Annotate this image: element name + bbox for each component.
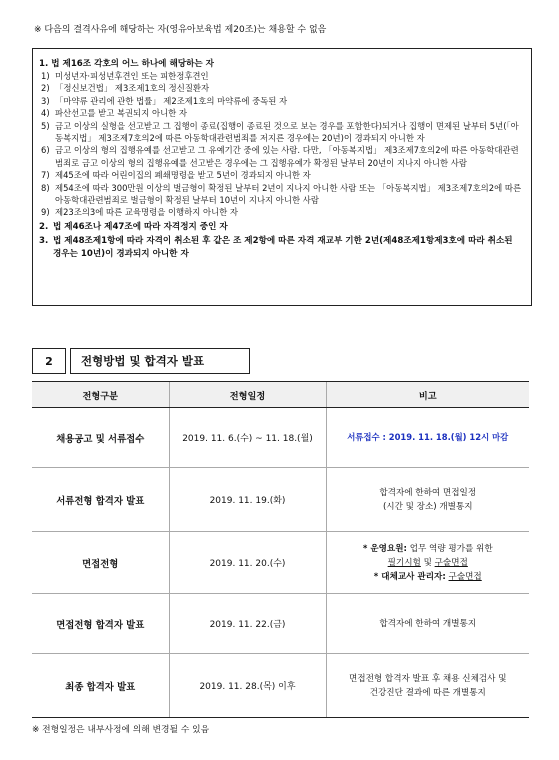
disqualification-heading-1: 1. 법 제16조 각호의 어느 하나에 해당하는 자 bbox=[39, 59, 214, 69]
item-text: 제54조에 따라 300만원 이상의 벌금형이 확정된 날부터 2년이 지나지 아니한 사람 또는 「아동복지법」 제3조제7호의2에 따른 아동학대관련범죄로 벌금형이 확정된 날부터 10년이 지나지 아니한 사람 bbox=[55, 182, 522, 206]
row-note: 합격자에 한하여 개별통지 bbox=[326, 594, 529, 654]
item-number: 1) bbox=[41, 71, 50, 81]
schedule-table bbox=[32, 381, 529, 718]
list-item bbox=[39, 206, 523, 218]
note-underlined: 필기시험 bbox=[387, 557, 421, 568]
schedule-change-note: ※ 전형일정은 내부사정에 의해 변경될 수 있음 bbox=[32, 725, 210, 735]
item-text: 제23조의3에 따른 교육명령을 이행하지 아니한 자 bbox=[55, 207, 239, 218]
item-text: 금고 이상의 실형을 선고받고 그 집행이 종료(집행이 종료된 것으로 보는 경우를 포함한다)되거나 집행이 면제된 날부터 5년(「아동복지법」 제3조제7호의2에 따른 아동학대관련범죄를 저지른 경우에는 20년)이 경과되지 아니한 자 bbox=[55, 120, 519, 144]
table-row bbox=[32, 468, 529, 532]
note-text: 및 bbox=[420, 557, 435, 568]
list-item bbox=[39, 70, 523, 82]
disqualification-box bbox=[32, 48, 532, 306]
note-line bbox=[328, 570, 529, 584]
list-item bbox=[39, 82, 523, 94]
row-schedule: 2019. 11. 22.(금) bbox=[169, 594, 326, 654]
item-number: 9) bbox=[41, 207, 50, 218]
heading-text: 법 제46조나 제47조에 따라 자격정지 중인 자 bbox=[53, 221, 228, 232]
row-category: 서류전형 합격자 발표 bbox=[32, 468, 169, 532]
column-header-category: 전형구분 bbox=[32, 382, 169, 408]
deadline-text: 서류접수 : 2019. 11. 18.(월) 12시 마감 bbox=[347, 432, 509, 442]
disqualification-heading-2 bbox=[39, 221, 523, 234]
table-row bbox=[32, 532, 529, 594]
heading-number: 3. bbox=[39, 236, 49, 247]
item-text: 「정신보건법」 제3조제1호의 정신질환자 bbox=[55, 83, 210, 94]
note-label: * 운영요원: bbox=[362, 543, 407, 554]
row-schedule: 2019. 11. 28.(목) 이후 bbox=[169, 654, 326, 718]
note-line: (시간 및 장소) 개별통지 bbox=[382, 501, 473, 512]
item-number: 3) bbox=[41, 95, 50, 106]
list-item bbox=[39, 144, 523, 169]
note-line bbox=[328, 542, 529, 556]
row-schedule: 2019. 11. 20.(수) bbox=[169, 532, 326, 594]
note-line: 건강진단 결과에 따른 개별통지 bbox=[369, 687, 486, 698]
row-category: 면접전형 bbox=[32, 532, 169, 594]
item-number: 2) bbox=[41, 83, 50, 94]
row-category: 면접전형 합격자 발표 bbox=[32, 594, 169, 654]
list-item bbox=[39, 120, 523, 145]
item-number: 6) bbox=[41, 145, 50, 156]
heading-text: 법 제48조제1항에 따라 자격이 취소된 후 같은 조 제2항에 따른 자격 재교부 기한 2년(제48조제1항제3호에 따라 취소된 경우는 10년)이 경과되지 아니한 자 bbox=[53, 236, 513, 260]
item-text: 미성년자·피성년후견인 또는 피한정후견인 bbox=[55, 71, 209, 81]
list-item bbox=[39, 169, 523, 181]
note-line bbox=[328, 556, 529, 570]
section-number: 2 bbox=[32, 348, 66, 374]
column-header-schedule: 전형일정 bbox=[169, 382, 326, 408]
table-row bbox=[32, 408, 529, 468]
heading-number: 2. bbox=[39, 221, 49, 232]
item-number: 4) bbox=[41, 108, 50, 119]
row-schedule: 2019. 11. 19.(화) bbox=[169, 468, 326, 532]
row-note bbox=[326, 408, 529, 468]
note-line: 면접전형 합격자 발표 후 채용 신체검사 및 bbox=[348, 673, 507, 684]
list-item bbox=[39, 182, 523, 207]
note-label: * 대체교사 관리자: bbox=[373, 571, 446, 582]
section-header bbox=[32, 348, 250, 374]
item-text: 제45조에 따라 어린이집의 폐쇄명령을 받고 5년이 경과되지 아니한 자 bbox=[55, 170, 311, 181]
note-line: 합격자에 한하여 면접일정 bbox=[379, 487, 477, 498]
item-number: 5) bbox=[41, 120, 50, 131]
table-header-row bbox=[32, 382, 529, 408]
disqualification-note: ※ 다음의 결격사유에 해당하는 자(영유아보육법 제20조)는 채용할 수 없음 bbox=[34, 25, 327, 35]
row-note bbox=[326, 468, 529, 532]
row-schedule: 2019. 11. 6.(수) ~ 11. 18.(월) bbox=[169, 408, 326, 468]
note-underlined: 구술면접 bbox=[448, 571, 482, 582]
note-text: 업무 역량 평가를 위한 bbox=[406, 543, 493, 554]
row-note bbox=[326, 532, 529, 594]
table-row bbox=[32, 654, 529, 718]
item-text: 「마약류 관리에 관한 법률」 제2조제1호의 마약류에 중독된 자 bbox=[55, 95, 288, 106]
row-note bbox=[326, 654, 529, 718]
item-text: 파산선고를 받고 복권되지 아니한 자 bbox=[55, 108, 188, 119]
section-title: 전형방법 및 합격자 발표 bbox=[70, 348, 250, 374]
item-number: 8) bbox=[41, 182, 50, 193]
item-number: 7) bbox=[41, 170, 50, 181]
disqualification-heading-3 bbox=[39, 235, 523, 260]
table-row bbox=[32, 594, 529, 654]
note-underlined: 구술면접 bbox=[434, 557, 468, 568]
row-category: 채용공고 및 서류접수 bbox=[32, 408, 169, 468]
list-item bbox=[39, 107, 523, 119]
item-text: 금고 이상의 형의 집행유예를 선고받고 그 유예기간 중에 있는 사람. 다만, 「아동복지법」 제3조제7호의2에 따른 아동학대관련범죄로 금고 이상의 형의 집행유예를 선고받은 경우에는 그 집행유예가 확정된 날부터 20년이 지나지 아니한 사람 bbox=[55, 145, 519, 168]
list-item bbox=[39, 95, 523, 107]
row-category: 최종 합격자 발표 bbox=[32, 654, 169, 718]
column-header-note: 비고 bbox=[326, 382, 529, 408]
